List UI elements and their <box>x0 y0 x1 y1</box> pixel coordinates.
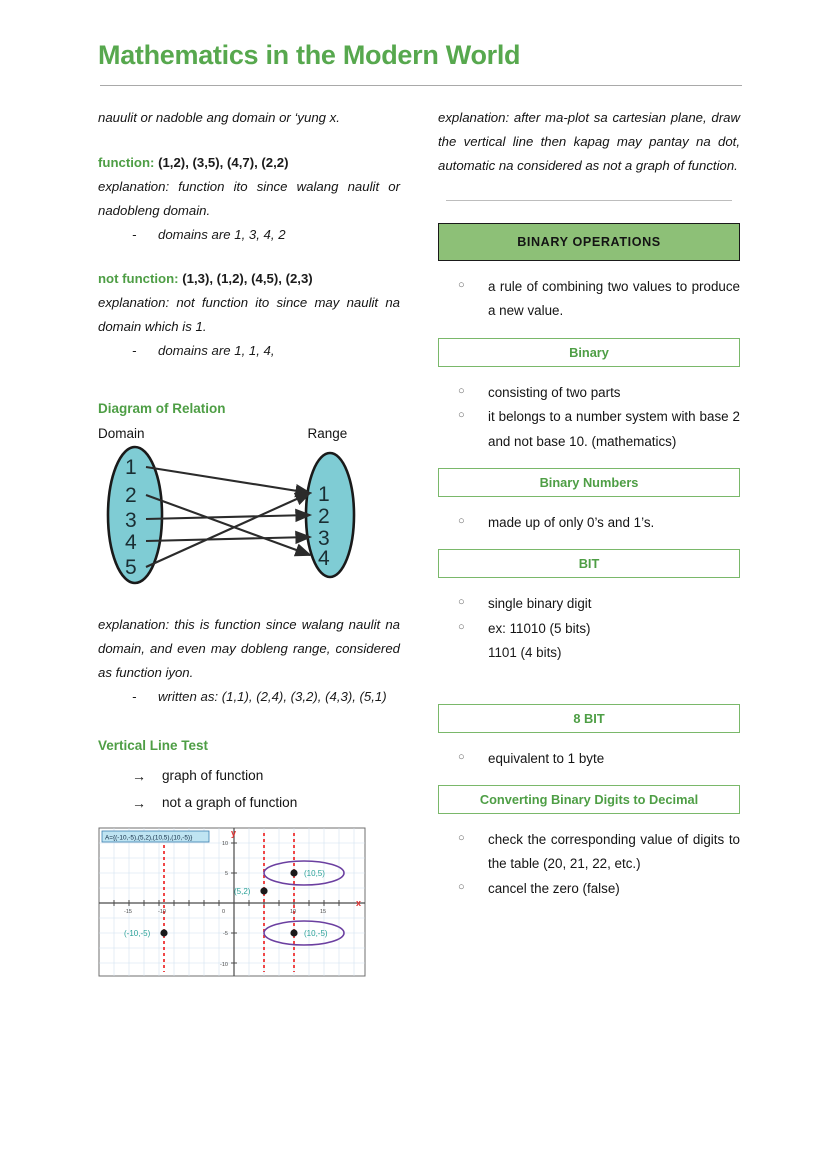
bullet-text: single binary digit <box>488 596 592 612</box>
set-definition-callout <box>102 831 209 842</box>
right-explanation-paragraph: explanation: after ma-plot sa cartesian plane, draw the vertical line then kapag may pantay na dot, automatic na considered as not a graph of function. <box>438 110 740 174</box>
bullet-text: cancel the zero (false) <box>488 880 620 896</box>
not-function-note <box>132 339 400 363</box>
not-function-heading <box>98 268 400 290</box>
bullet-text: it belongs to a number system with base 2 and not base 10. (mathematics) <box>488 409 740 449</box>
two-column-body <box>98 106 740 978</box>
x-axis-label: x <box>356 897 362 908</box>
function-label: function: <box>98 155 155 171</box>
label-5-2: (5,2) <box>234 886 251 896</box>
relation-diagram-svg <box>98 443 400 591</box>
right-column <box>438 106 740 901</box>
diagram-note-text: written as: (1,1), (2,4), (3,2), (4,3), (5,1) <box>158 688 387 704</box>
circle-bullet-icon: ○ <box>458 620 465 633</box>
circle-bullet-icon: ○ <box>458 409 465 422</box>
function-pairs: (1,2), (3,5), (4,7), (2,2) <box>158 155 289 171</box>
dash-bullet-icon: - <box>132 226 137 242</box>
domain-values <box>125 456 137 579</box>
bullet-text: ex: 11010 (5 bits) <box>488 620 591 636</box>
not-function-label: not function: <box>98 271 179 287</box>
circle-bullet-icon: ○ <box>458 515 465 528</box>
bullet-binary-numbers-0 <box>458 511 740 535</box>
range-value-3: 3 <box>318 526 330 550</box>
bullet-8bit-0 <box>458 747 740 771</box>
label-10-minus5: (10,-5) <box>304 928 328 938</box>
domain-label: Domain <box>98 425 145 441</box>
graph-frame <box>99 828 365 976</box>
bullet-bit-1 <box>458 617 740 641</box>
bullet-text: a rule of combining two values to produce a new value. <box>488 279 740 319</box>
label-10-5: (10,5) <box>304 868 325 878</box>
section-header-binary-operations: BINARY OPERATIONS <box>438 223 740 261</box>
left-column <box>98 106 400 978</box>
arrow-right-icon: → <box>132 794 146 811</box>
bullet-converting-1 <box>458 877 740 901</box>
circle-bullet-icon: ○ <box>458 832 465 844</box>
range-value-2: 2 <box>318 504 330 528</box>
function-note <box>132 223 400 247</box>
bullet-text: check the corresponding value of digits to the table (20, 21, 22, etc.) <box>488 832 740 872</box>
function-explanation: explanation: function ito since walang naulit or nadobleng domain. <box>98 178 400 218</box>
section-header-converting-binary: Converting Binary Digits to Decimal <box>438 785 740 814</box>
mapping-arrows <box>146 467 310 567</box>
domain-value-2: 2 <box>125 483 137 507</box>
circle-bullet-icon: ○ <box>458 384 465 397</box>
ytick-5: 5 <box>225 870 229 877</box>
bullet-text: equivalent to 1 byte <box>488 750 605 766</box>
bullet-text: made up of only 0’s and 1’s. <box>488 515 655 531</box>
range-values <box>318 483 330 570</box>
domain-value-4: 4 <box>125 530 137 554</box>
arrow-1-to-1 <box>146 467 310 493</box>
vlt-item-1-label: not a graph of function <box>162 794 298 810</box>
ytick-10: 10 <box>222 840 229 847</box>
domain-value-3: 3 <box>125 508 137 532</box>
dash-bullet-icon: - <box>132 688 137 704</box>
section-header-8-bit: 8 BIT <box>438 704 740 733</box>
intro-paragraph: nauulit or nadoble ang domain or ‘yung x. <box>98 110 340 126</box>
label-minus10-minus5: (-10,-5) <box>124 928 151 938</box>
range-oval <box>306 453 354 577</box>
cartesian-graph <box>98 827 368 979</box>
vlt-item-0-label: graph of function <box>162 768 264 784</box>
function-note-text: domains are 1, 3, 4, 2 <box>158 226 286 242</box>
bullet-bit-0 <box>458 592 740 616</box>
y-axis-label: y <box>231 827 237 838</box>
relation-diagram <box>98 443 400 591</box>
point-5-2 <box>260 887 267 894</box>
xtick-15: 15 <box>320 908 327 915</box>
range-value-1: 1 <box>318 482 330 506</box>
circle-bullet-icon: ○ <box>458 880 465 893</box>
arrow-4-to-3 <box>146 537 310 541</box>
bullet-binary-1 <box>458 405 740 454</box>
not-function-pairs: (1,3), (1,2), (4,5), (2,3) <box>182 271 313 287</box>
xtick-10: 10 <box>290 908 297 915</box>
domain-value-1: 1 <box>125 455 137 479</box>
diagram-section-title: Diagram of Relation <box>98 400 226 416</box>
not-function-note-text: domains are 1, 1, 4, <box>158 342 275 358</box>
xtick-minus15: -15 <box>124 908 132 915</box>
domain-value-5: 5 <box>125 555 137 579</box>
circle-bullet-icon: ○ <box>458 596 465 609</box>
xtick-0: 0 <box>222 908 226 915</box>
diagram-explanation: explanation: this is function since walang naulit na domain, and even may dobleng range, considered as function iyon. <box>98 616 400 680</box>
dash-bullet-icon: - <box>132 342 137 358</box>
section-header-bit: BIT <box>438 549 740 578</box>
bullet-converting-0 <box>458 828 740 877</box>
cartesian-graph-svg <box>98 827 368 979</box>
circle-bullet-icon: ○ <box>458 279 465 292</box>
bullet-binary-0 <box>458 381 740 405</box>
bullet-binary-operations-0 <box>458 275 740 324</box>
circle-bullet-icon: ○ <box>458 750 465 763</box>
bullet-text: consisting of two parts <box>488 384 621 400</box>
xtick-minus10: -10 <box>158 908 166 915</box>
ytick-minus10: -10 <box>220 961 228 968</box>
title-divider <box>100 85 742 86</box>
point-minus10-minus5 <box>160 929 167 936</box>
vlt-item-0 <box>132 763 400 790</box>
function-heading <box>98 152 400 174</box>
arrow-3-to-2 <box>146 515 310 519</box>
arrow-right-icon: → <box>132 768 146 785</box>
ytick-minus5: -5 <box>223 930 228 937</box>
diagram-axis-labels <box>98 426 400 441</box>
not-function-explanation: explanation: not function ito since may naulit na domain which is 1. <box>98 294 400 334</box>
diagram-note <box>132 685 400 709</box>
vlt-item-1 <box>132 790 400 817</box>
section-header-binary-numbers: Binary Numbers <box>438 468 740 497</box>
range-value-4: 4 <box>318 546 330 570</box>
point-10-5 <box>290 869 297 876</box>
bit-sub-line-0: 1101 (4 bits) <box>488 645 562 661</box>
vertical-line-test-title: Vertical Line Test <box>98 738 209 754</box>
page-title: Mathematics in the Modern World <box>98 40 521 70</box>
section-header-binary: Binary <box>438 338 740 367</box>
point-10-minus5 <box>290 929 297 936</box>
range-label: Range <box>307 425 348 441</box>
set-definition-text: A={(-10,-5),(5,2),(10,5),(10,-5)} <box>105 834 193 842</box>
